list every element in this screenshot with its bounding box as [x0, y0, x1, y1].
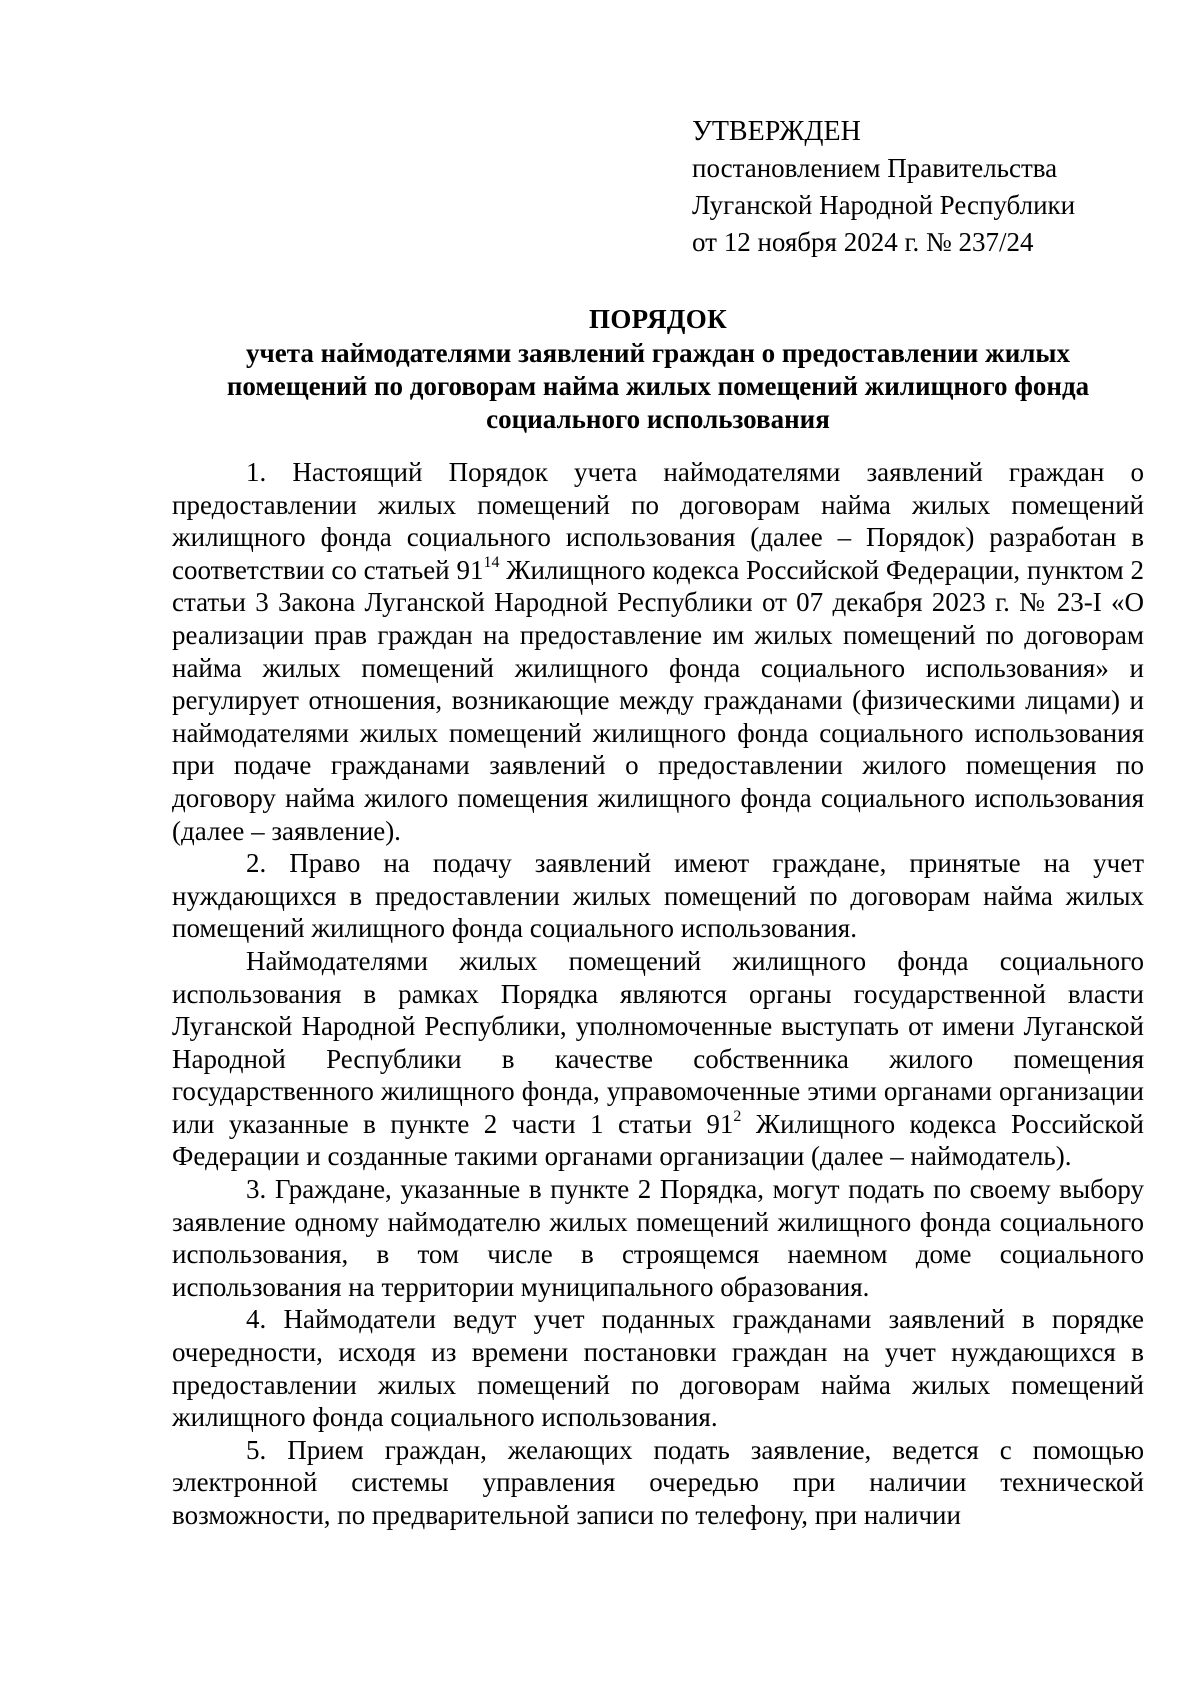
- paragraph-5: 5. Прием граждан, желающих подать заявление, ведется с помощью электронной системы управления очередью при наличии технической возможности, по предварительной записи по телефону, при наличии: [172, 1434, 1144, 1530]
- paragraph-4: 4. Наймодатели ведут учет поданных гражданами заявлений в порядке очередности, исходя из времени постановки граждан на учет нуждающихся в предоставлении жилых помещений по договорам найма жилых помещений жилищного фонда социального использования.: [172, 1304, 1144, 1433]
- document-subtitle-line: социального использования: [486, 404, 830, 434]
- approval-line: Луганской Народной Республики: [692, 190, 1076, 220]
- paragraph-2: 2. Право на подачу заявлений имеют граждане, принятые на учет нуждающихся в предоставлении жилых помещений по договорам найма жилых помещений жилищного фонда социального использования.: [172, 848, 1144, 944]
- document-subtitle-line: помещений по договорам найма жилых помещений жилищного фонда: [226, 371, 1090, 401]
- approval-date: от 12 ноября 2024 г. № 237/24: [692, 227, 1034, 257]
- paragraph-text: 1. Настоящий Порядок учета наймодателями заявлений граждан о предоставлении жилых помещений по договорам найма жилых помещений жилищного фонда социального использования (далее – Порядок) разработан в соответствии со статьей 91: [172, 457, 1144, 585]
- paragraph-3: 3. Граждане, указанные в пункте 2 Порядка, могут подать по своему выбору заявление одному наймодателю жилых помещений жилищного фонда социального использования, в том числе в строящемся наемном доме социального использования на территории муниципального образования.: [172, 1174, 1144, 1302]
- approval-heading: УТВЕРЖДЕН: [692, 116, 861, 147]
- paragraph-text: Жилищного кодекса Российской Федерации и созданные такими органами организации (далее – наймодатель).: [172, 1108, 1144, 1172]
- paragraph-text: Наймодателями жилых помещений жилищного фонда социального использования в рамках Порядка являются органы государственной власти Луганской Народной Республики, уполномоченные выступать от имени Луганской Народной Республики в качестве собственника жилого помещения государственного жилищного фонда, управомоченные этими органами организации или указанные в пункте 2 части 1 статьи 91: [172, 945, 1144, 1139]
- approval-line: постановлением Правительства: [692, 153, 1058, 183]
- document-heading: ПОРЯДОК: [589, 304, 727, 334]
- document-title: [172, 303, 1144, 436]
- paragraph-landlords: [172, 945, 1144, 1173]
- document-subtitle-line: учета наймодателями заявлений граждан о предоставлении жилых: [246, 338, 1070, 368]
- paragraph-1: [172, 456, 1144, 847]
- superscript: 2: [733, 1107, 742, 1125]
- superscript: 14: [483, 553, 500, 571]
- approval-stamp: [692, 113, 1075, 261]
- paragraph-text: Жилищного кодекса Российской Федерации, пунктом 2 статьи 3 Закона Луганской Народной Республики от 07 декабря 2023 г. № 23-I «О реализации прав граждан на предоставление им жилых помещений по договорам найма жилых помещений жилищного фонда социального использования» и регулирует отношения, возникающие между гражданами (физическими лицами) и наймодателями жилых помещений жилищного фонда социального использования при подаче гражданами заявлений о предоставлении жилого помещения по договору найма жилого помещения жилищного фонда социального использования (далее – заявление).: [172, 554, 1144, 846]
- document-body: [172, 456, 1144, 1532]
